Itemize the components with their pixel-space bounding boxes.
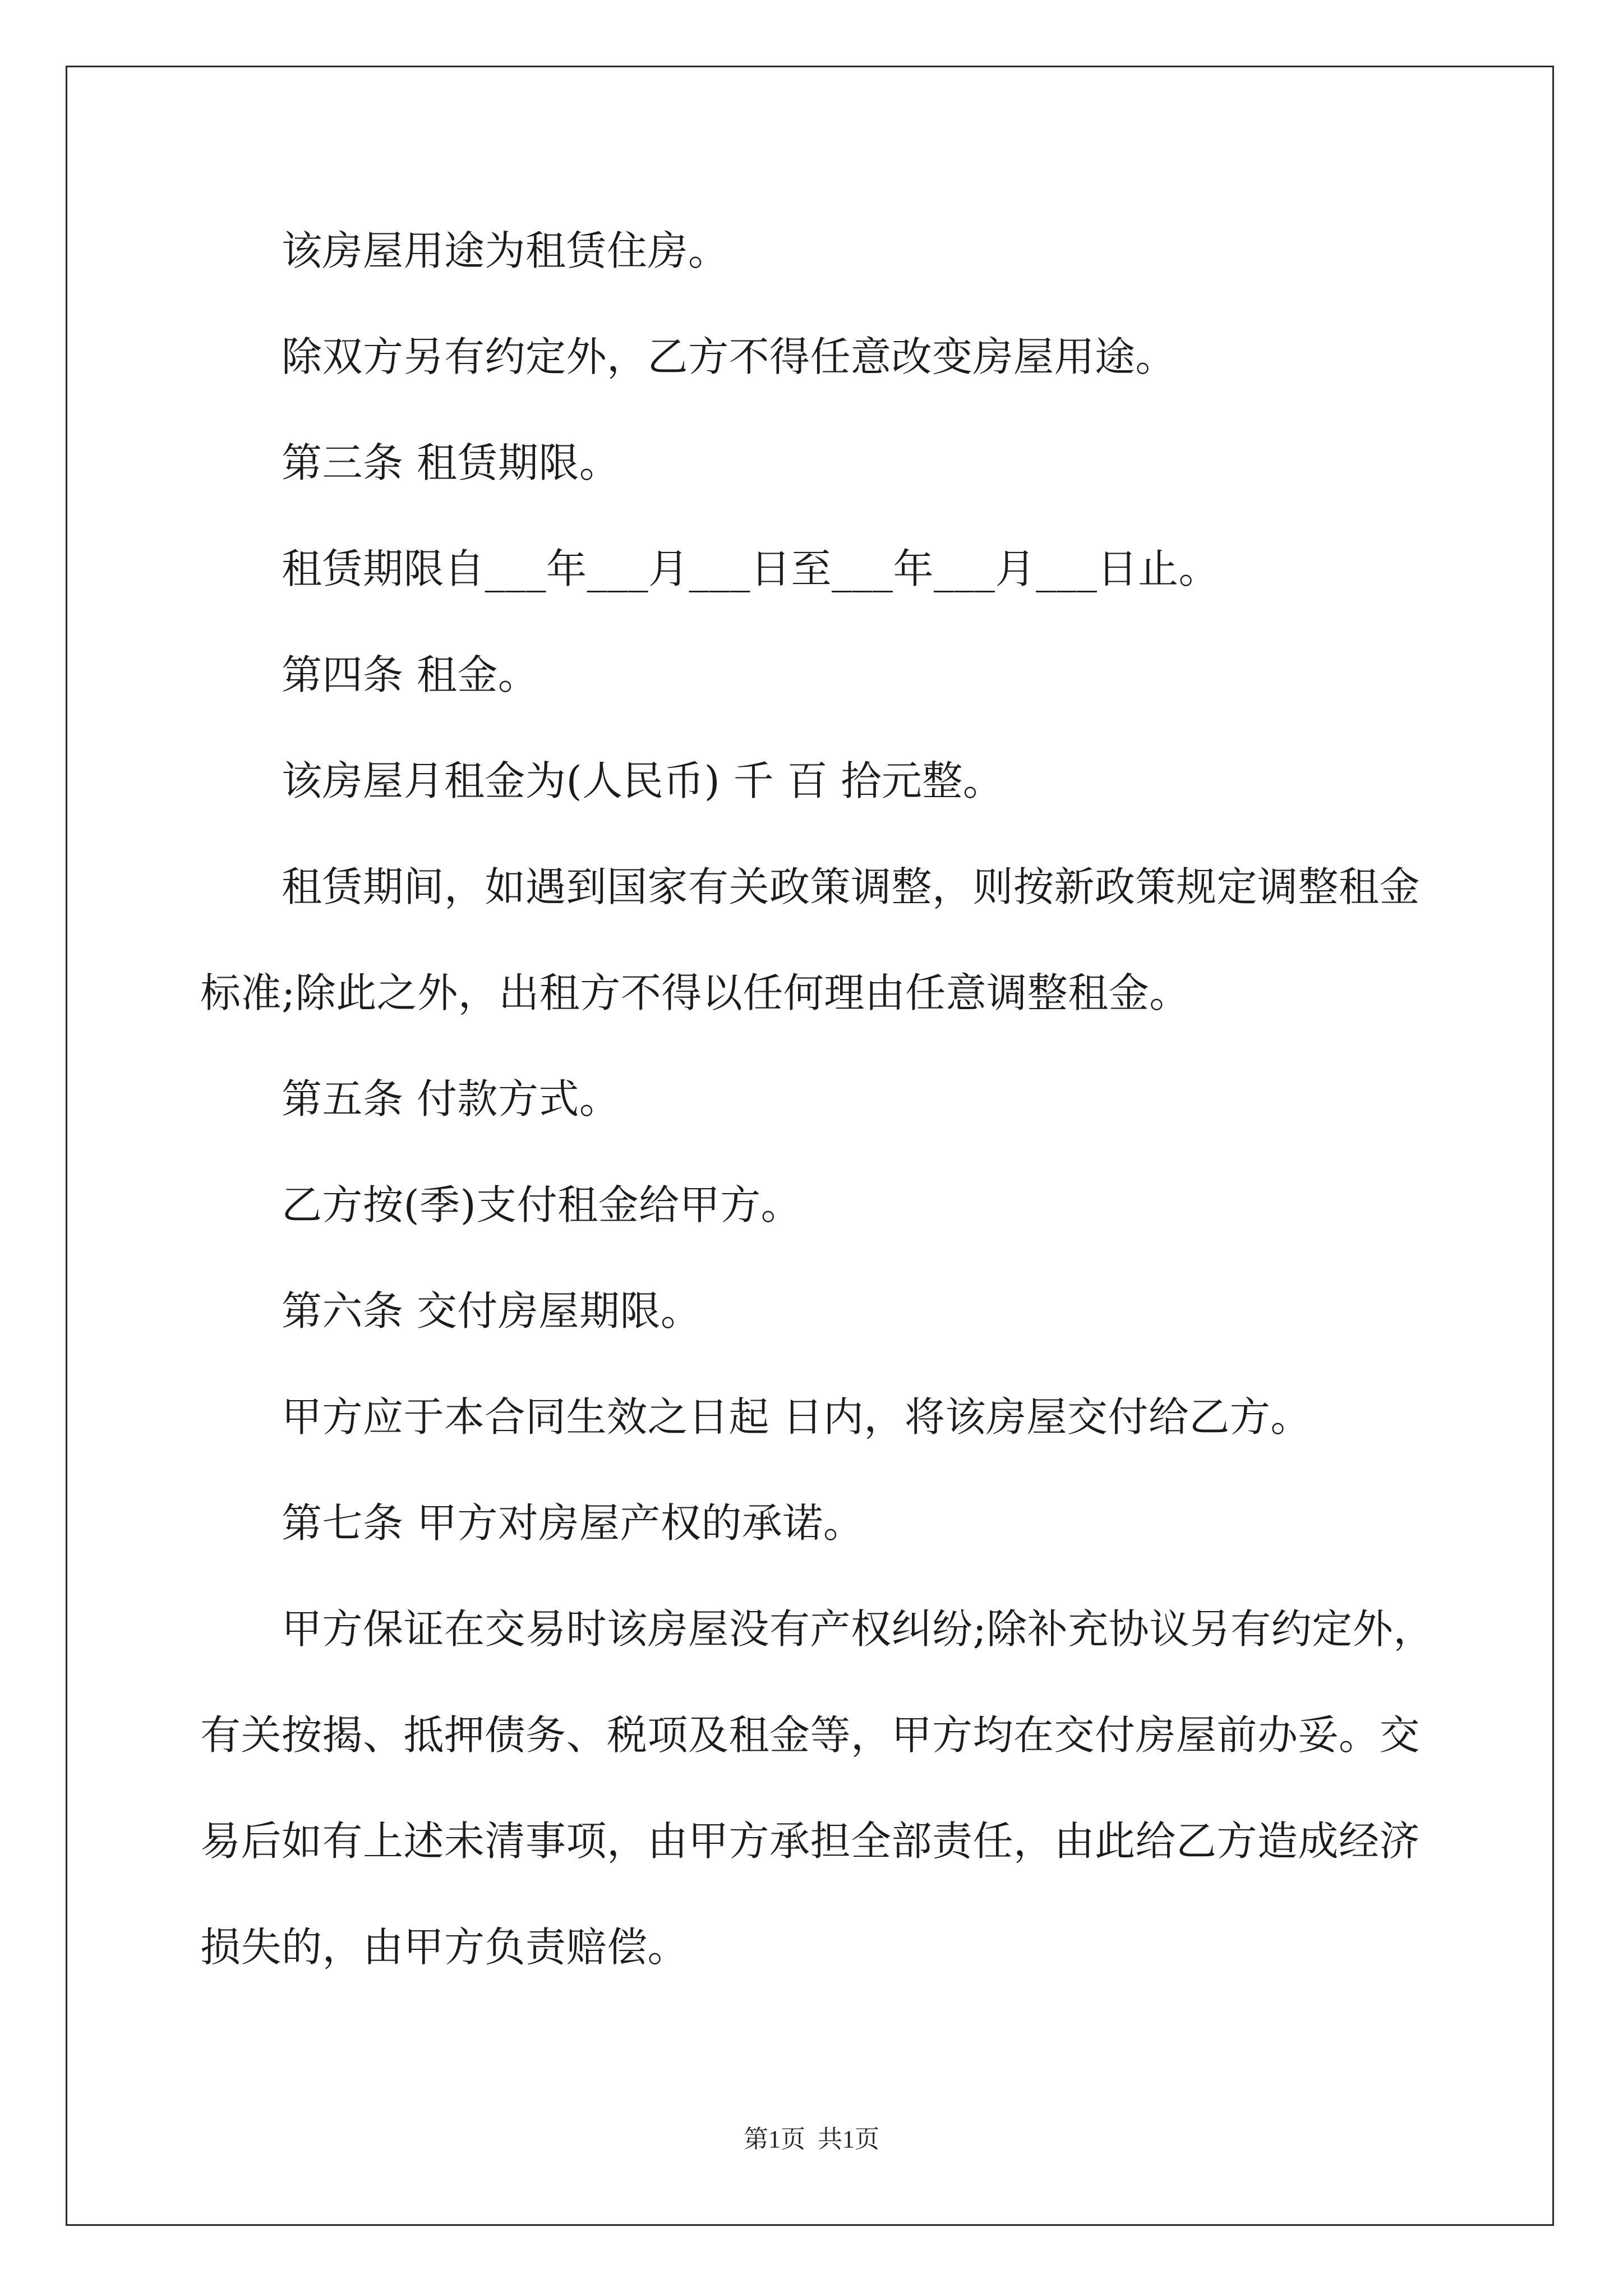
page-footer: 第1页 共1页 — [744, 2125, 879, 2153]
article-heading-text: 第三条 租赁期限。 — [282, 439, 620, 486]
article-heading-text: 第四条 租金。 — [282, 651, 539, 698]
paragraph — [200, 516, 1456, 622]
paragraph-line: 易后如有上述未清事项，由甲方承担全部责任，由此给乙方造成经济 — [200, 1818, 1421, 1865]
paragraph — [200, 728, 1456, 834]
article-heading-text: 第六条 交付房屋期限。 — [282, 1287, 702, 1335]
document-body — [200, 198, 1456, 2000]
paragraph-line: 租赁期间，如遇到国家有关政策调整，则按新政策规定调整租金 — [282, 863, 1421, 910]
paragraph-line: 该房屋用途为租赁住房。 — [282, 227, 729, 274]
article-heading — [200, 1258, 1456, 1364]
paragraph-line: 乙方按(季)支付租金给甲方。 — [282, 1181, 802, 1228]
paragraph — [200, 1364, 1456, 1470]
paragraph — [200, 1152, 1456, 1258]
article-heading-text: 第七条 甲方对房屋产权的承诺。 — [282, 1499, 864, 1547]
article-heading — [200, 410, 1456, 516]
paragraph-line: 有关按揭、抵押债务、税项及租金等，甲方均在交付房屋前办妥。交 — [200, 1711, 1421, 1759]
paragraph-line: 除双方另有约定外，乙方不得任意改变房屋用途。 — [282, 333, 1177, 380]
paragraph — [200, 198, 1456, 304]
article-heading — [200, 622, 1456, 728]
paragraph — [200, 1576, 1456, 2000]
paragraph-line: 损失的，由甲方负责赔偿。 — [200, 1924, 689, 1971]
article-heading — [200, 1046, 1456, 1152]
paragraph-line: 标准;除此之外，出租方不得以任何理由任意调整租金。 — [200, 969, 1190, 1016]
paragraph-line: 甲方保证在交易时该房屋没有产权纠纷;除补充协议另有约定外， — [282, 1605, 1434, 1653]
paragraph-line: 租赁期限自___年___月___日至___年___月___日止。 — [282, 545, 1220, 592]
article-heading — [200, 1470, 1456, 1576]
article-heading-text: 第五条 付款方式。 — [282, 1075, 620, 1122]
paragraph — [200, 834, 1456, 1046]
paragraph — [200, 304, 1456, 410]
paragraph-line: 甲方应于本合同生效之日起 日内，将该房屋交付给乙方。 — [282, 1393, 1311, 1441]
paragraph-line: 该房屋月租金为(人民币) 千 百 拾元整。 — [282, 757, 1004, 804]
